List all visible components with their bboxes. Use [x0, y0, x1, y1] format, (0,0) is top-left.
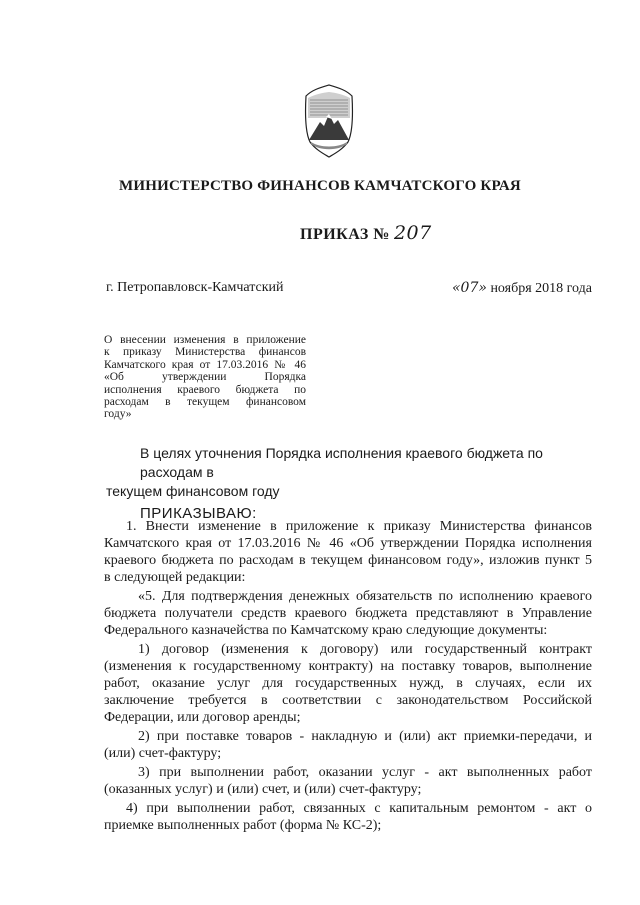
- body-line: краевого бюджета по расходам в текущем финансовом году», изложив пункт 5: [104, 553, 592, 568]
- order-word: ПРИКАЗЫВАЮ:: [140, 505, 257, 522]
- body-line: (изменения к государственному контракту) на поставку товаров, выполнение: [104, 659, 592, 674]
- body-line: работ, оказание услуг для государственных нужд, в случаях, если их: [104, 676, 592, 691]
- subject-line: к приказу Министерства финансов: [104, 346, 306, 359]
- body-line: Федерального казначейства по Камчатскому краю следующие документы:: [104, 623, 548, 638]
- date-month-year: ноября 2018 года: [490, 281, 592, 296]
- body-line: 4) при выполнении работ, связанных с капитальным ремонтом - акт о: [126, 801, 592, 816]
- city-name: г. Петропавловск-Камчатский: [106, 280, 284, 295]
- order-heading: [300, 222, 432, 244]
- body-line: бюджета получатели средств краевого бюджета представляют в Управление: [104, 606, 592, 621]
- subject-line: «Об утверждении Порядка: [104, 371, 306, 384]
- body-line: (или) счет-фактуру;: [104, 746, 222, 761]
- subject-line: году»: [104, 408, 132, 421]
- order-label: ПРИКАЗ №: [300, 226, 390, 243]
- body-line: 1) договор (изменения к договору) или государственный контракт: [138, 642, 592, 657]
- body-line: 3) при выполнении работ, оказании услуг - акт выполненных работ: [138, 765, 592, 780]
- body-line: «5. Для подтверждения денежных обязательств по исполнению краевого: [138, 589, 592, 604]
- kamchatka-coat-of-arms-icon: [302, 84, 356, 158]
- purpose-line: текущем финансовом году: [106, 483, 280, 499]
- purpose-paragraph: [106, 444, 594, 501]
- body-line: 2) при поставке товаров - накладную и (или) акт приемки-передачи, и: [138, 729, 592, 744]
- order-number: 207: [393, 222, 432, 244]
- body-line: (оказанных услуг) и (или) счет, и (или) счет-фактуру;: [104, 782, 422, 797]
- order-date: [452, 280, 592, 297]
- body-line: 1. Внести изменение в приложение к приказу Министерства финансов: [126, 519, 592, 534]
- subject-line: исполнения краевого бюджета по: [104, 383, 306, 396]
- body-line: заключение требуется в соответствии с законодательством Российской: [104, 693, 592, 708]
- body-line: Федерации, или договор аренды;: [104, 710, 301, 725]
- body-line: в следующей редакции:: [104, 570, 246, 585]
- order-subject: [104, 334, 306, 421]
- subject-line: Камчатского края от 17.03.2016 № 46: [104, 358, 306, 371]
- date-day: «07»: [451, 280, 487, 296]
- subject-line: расходам в текущем финансовом: [104, 396, 306, 409]
- body-line: приемке выполненных работ (форма № КС-2);: [104, 818, 382, 833]
- subject-line: О внесении изменения в приложение: [104, 334, 306, 346]
- purpose-line: В целях уточнения Порядка исполнения краевого бюджета по расходам в: [140, 445, 543, 480]
- ministry-title: МИНИСТЕРСТВО ФИНАНСОВ КАМЧАТСКОГО КРАЯ: [119, 178, 521, 194]
- body-line: Камчатского края от 17.03.2016 № 46 «Об утверждении Порядка исполнения: [104, 536, 592, 551]
